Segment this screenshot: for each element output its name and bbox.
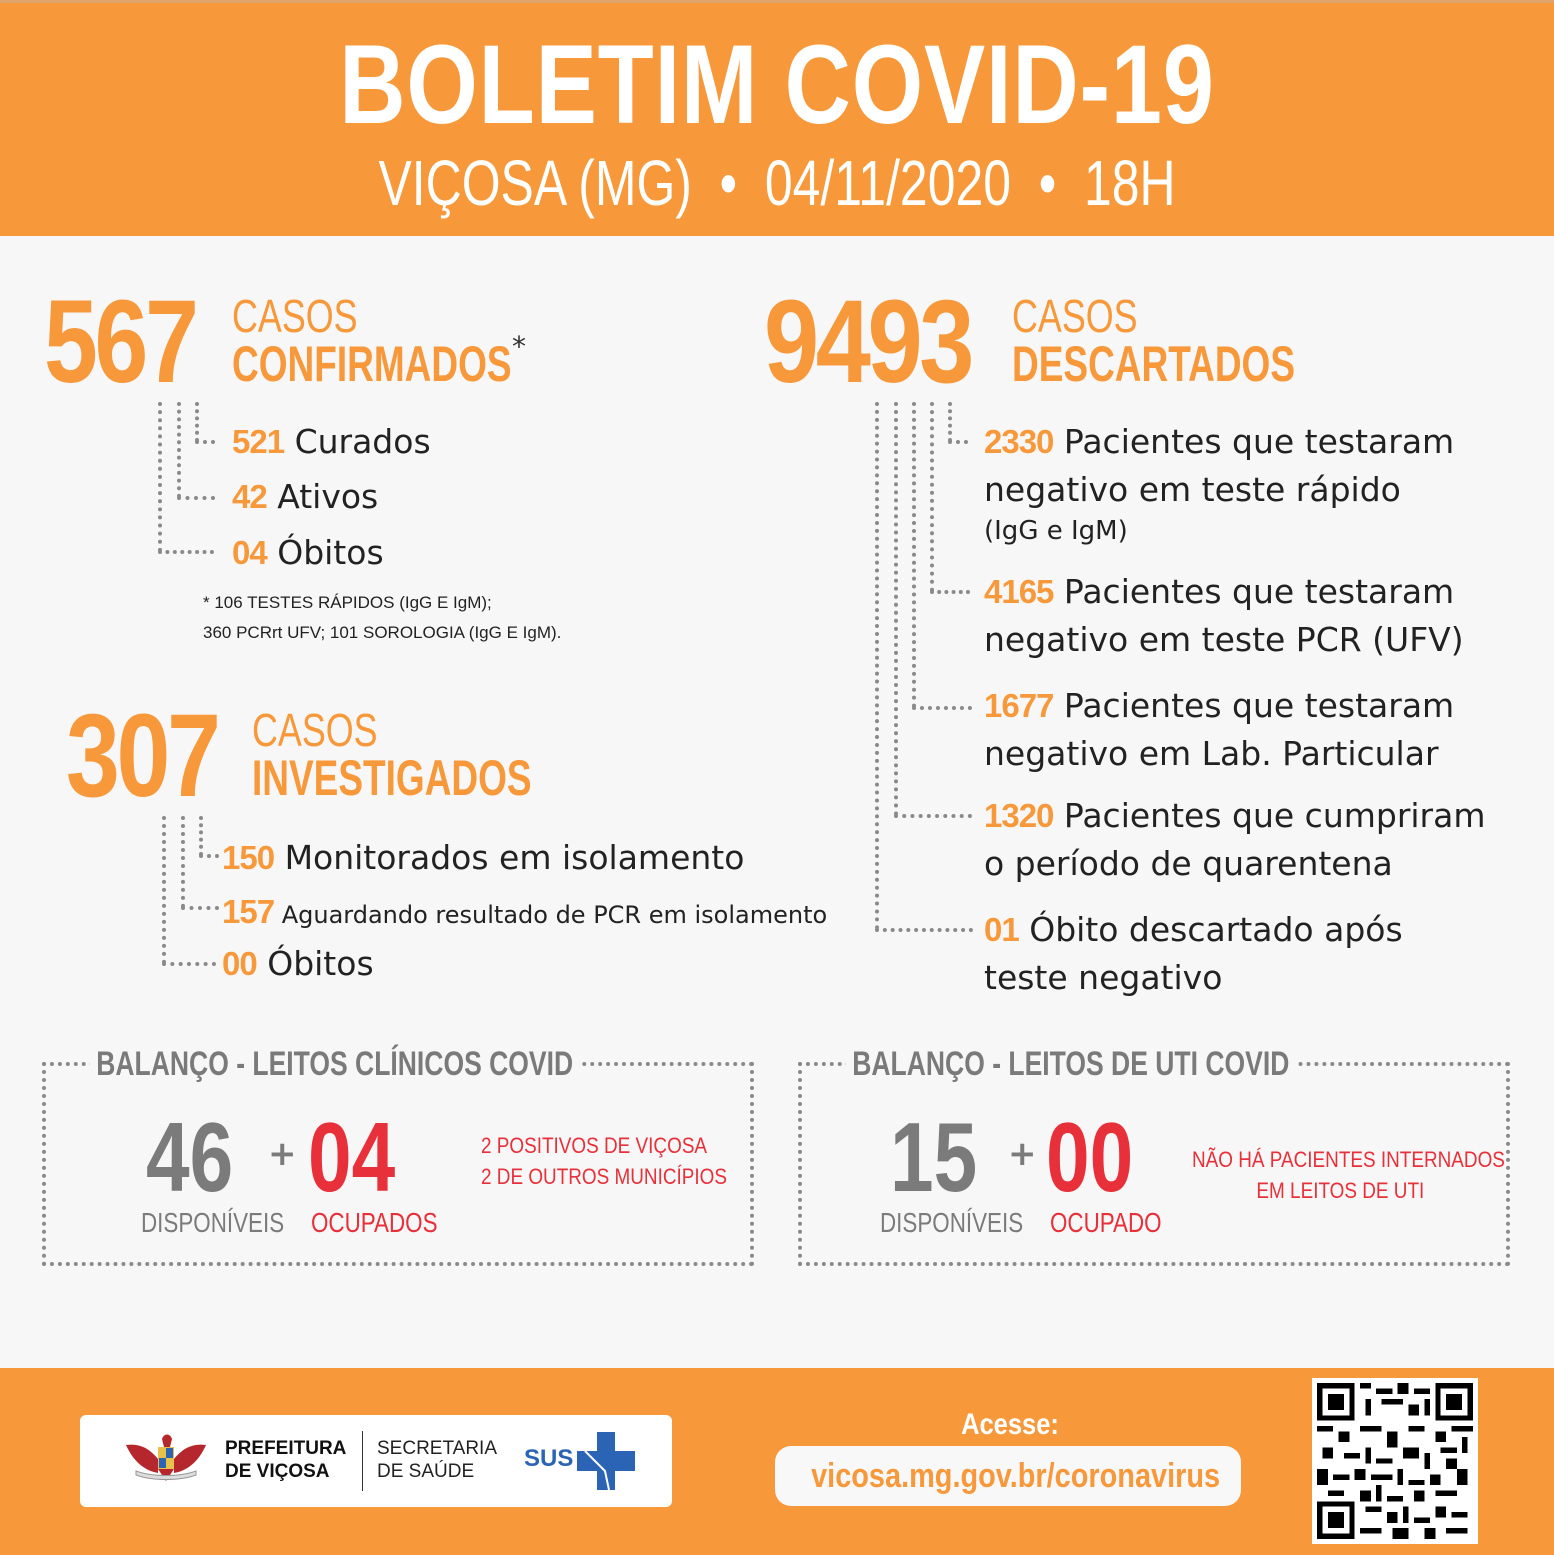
icu-note-line1: NÃO HÁ PACIENTES INTERNADOS — [1192, 1147, 1505, 1172]
quarantine-line2: o período de quarentena — [984, 844, 1393, 883]
clinical-beds-box — [42, 1045, 754, 1266]
quarantine-count: 1320 — [984, 797, 1054, 834]
sus-logo-text: SUS — [524, 1445, 574, 1472]
connector-line — [162, 962, 216, 966]
quarantine-line1: Pacientes que cumpriram — [1063, 796, 1486, 835]
awaiting-count: 157 — [222, 893, 275, 930]
connector-line — [195, 402, 199, 442]
clinical-note-line2: 2 DE OUTROS MUNICÍPIOS — [481, 1164, 728, 1189]
clinical-note-line1: 2 POSITIVOS DE VIÇOSA — [481, 1133, 708, 1158]
icu-available-label: DISPONÍVEIS — [880, 1207, 1024, 1238]
monitored-label: Monitorados em isolamento — [284, 838, 745, 877]
confirmed-footnote — [203, 588, 561, 648]
connector-line — [930, 590, 970, 594]
awaiting-label: Aguardando resultado de PCR em isolamento — [281, 901, 828, 929]
private-lab-line1: Pacientes que testaram — [1063, 686, 1455, 725]
icu-beds-occupied: 00 — [1046, 1102, 1134, 1212]
sus-cross-icon — [577, 1432, 635, 1490]
active-count: 42 — [232, 478, 267, 515]
investigated-cases-block — [66, 690, 630, 822]
footer-banner — [0, 1368, 1554, 1555]
access-label: Acesse: — [961, 1408, 1059, 1441]
clinical-available-label: DISPONÍVEIS — [141, 1207, 285, 1238]
cured-count: 521 — [232, 423, 285, 460]
prefeitura-name — [225, 1437, 346, 1483]
confirmed-label-line2: CONFIRMADOS — [232, 336, 512, 392]
icu-beds-box — [798, 1045, 1510, 1266]
icu-occupied-label: OCUPADO — [1050, 1207, 1162, 1238]
coronavirus-site-link[interactable] — [775, 1446, 1241, 1506]
qr-code[interactable] — [1312, 1378, 1478, 1544]
rapid-test-count: 2330 — [984, 423, 1054, 460]
institution-logos — [80, 1415, 672, 1507]
vicosa-eagle-crest-icon — [122, 1431, 210, 1491]
investigated-deaths-label: Óbitos — [267, 944, 374, 983]
confirmed-total: 567 — [44, 276, 196, 408]
investigated-label-line2: INVESTIGADOS — [252, 750, 532, 806]
connector-line — [181, 906, 219, 910]
url-text: vicosa.mg.gov.br/coronavirus — [811, 1457, 1221, 1495]
icu-note-line2: EM LEITOS DE UTI — [1256, 1178, 1425, 1203]
active-label: Ativos — [277, 477, 379, 516]
qr-code-icon — [1317, 1383, 1473, 1539]
page-title: BOLETIM COVID-19 — [339, 22, 1215, 147]
connector-line — [894, 814, 972, 818]
secretaria-name — [377, 1437, 497, 1483]
connector-line — [199, 816, 203, 856]
secretaria-line2: DE SAÚDE — [377, 1461, 475, 1482]
discarded-death-count: 01 — [984, 911, 1019, 948]
connector-line — [894, 402, 898, 816]
pcr-line1: Pacientes que testaram — [1063, 572, 1455, 611]
confirmed-label — [232, 290, 610, 392]
discarded-item-quarantine — [984, 792, 1486, 888]
logo-divider — [362, 1431, 363, 1491]
deaths-count: 04 — [232, 534, 267, 571]
discarded-item-death — [984, 906, 1403, 1002]
confirmed-item-deaths — [232, 529, 384, 577]
confirmed-item-active — [232, 473, 378, 521]
connector-line — [158, 402, 162, 552]
pcr-line2: negativo em teste PCR (UFV) — [984, 620, 1464, 659]
connector-line — [912, 706, 972, 710]
discarded-item-rapid-test — [984, 418, 1454, 548]
investigated-item-monitored — [222, 834, 744, 882]
discarded-label-line1: CASOS — [1012, 290, 1138, 342]
asterisk-marker: * — [512, 330, 526, 363]
connector-line — [158, 550, 214, 554]
discarded-death-line2: teste negativo — [984, 958, 1223, 997]
connector-line — [930, 402, 934, 592]
rapid-test-line1: Pacientes que testaram — [1063, 422, 1455, 461]
private-lab-line2: negativo em Lab. Particular — [984, 734, 1439, 773]
clinical-beds-available: 46 — [146, 1102, 234, 1212]
discarded-cases-block — [764, 276, 1394, 408]
icu-beds-note — [1192, 1144, 1505, 1206]
clinical-occupied-label: OCUPADOS — [311, 1207, 438, 1238]
header-banner — [0, 0, 1554, 236]
icu-beds-title: BALANÇO - LEITOS DE UTI COVID — [846, 1044, 1296, 1084]
connector-line — [177, 496, 215, 500]
discarded-item-private-lab — [984, 682, 1454, 778]
connector-line — [948, 440, 968, 444]
connector-line — [177, 402, 181, 498]
connector-line — [948, 402, 952, 442]
discarded-label-line2: DESCARTADOS — [1012, 336, 1295, 392]
clinical-beds-title: BALANÇO - LEITOS CLÍNICOS COVID — [90, 1044, 579, 1084]
connector-line — [195, 440, 215, 444]
page-subtitle: VIÇOSA (MG) • 04/11/2020 • 18H — [378, 147, 1176, 219]
deaths-label: Óbitos — [277, 533, 384, 572]
clinical-beds-occupied: 04 — [308, 1102, 396, 1212]
plus-sign: + — [1008, 1134, 1037, 1174]
confirmed-item-cured — [232, 418, 431, 466]
discarded-item-pcr — [984, 568, 1464, 664]
private-lab-count: 1677 — [984, 687, 1054, 724]
connector-line — [875, 402, 879, 930]
connector-line — [875, 928, 973, 932]
connector-line — [181, 816, 185, 908]
cured-label: Curados — [294, 422, 431, 461]
secretaria-line1: SECRETARIA — [377, 1438, 498, 1459]
investigated-total: 307 — [66, 690, 218, 822]
discarded-label — [1012, 290, 1394, 392]
investigated-deaths-count: 00 — [222, 945, 257, 982]
rapid-test-line3: (IgG e IgM) — [984, 516, 1128, 546]
pcr-count: 4165 — [984, 573, 1054, 610]
prefeitura-line1: PREFEITURA — [225, 1438, 347, 1459]
monitored-count: 150 — [222, 839, 275, 876]
footnote-line2: 360 PCRrt UFV; 101 SOROLOGIA (IgG E IgM). — [203, 623, 562, 642]
prefeitura-line2: DE VIÇOSA — [225, 1461, 330, 1482]
connector-line — [912, 402, 916, 708]
footnote-line1: * 106 TESTES RÁPIDOS (IgG E IgM); — [203, 593, 492, 612]
investigated-item-awaiting — [222, 888, 827, 939]
rapid-test-line2: negativo em teste rápido — [984, 470, 1401, 509]
connector-line — [162, 816, 166, 964]
investigated-label-line1: CASOS — [252, 704, 378, 756]
investigated-item-deaths — [222, 940, 374, 988]
investigated-label — [252, 704, 630, 806]
icu-beds-available: 15 — [890, 1102, 978, 1212]
confirmed-label-line1: CASOS — [232, 290, 358, 342]
discarded-death-line1: Óbito descartado após — [1029, 910, 1403, 949]
clinical-beds-note — [481, 1130, 727, 1192]
discarded-total: 9493 — [764, 276, 972, 408]
connector-line — [199, 854, 219, 858]
plus-sign: + — [268, 1134, 297, 1174]
